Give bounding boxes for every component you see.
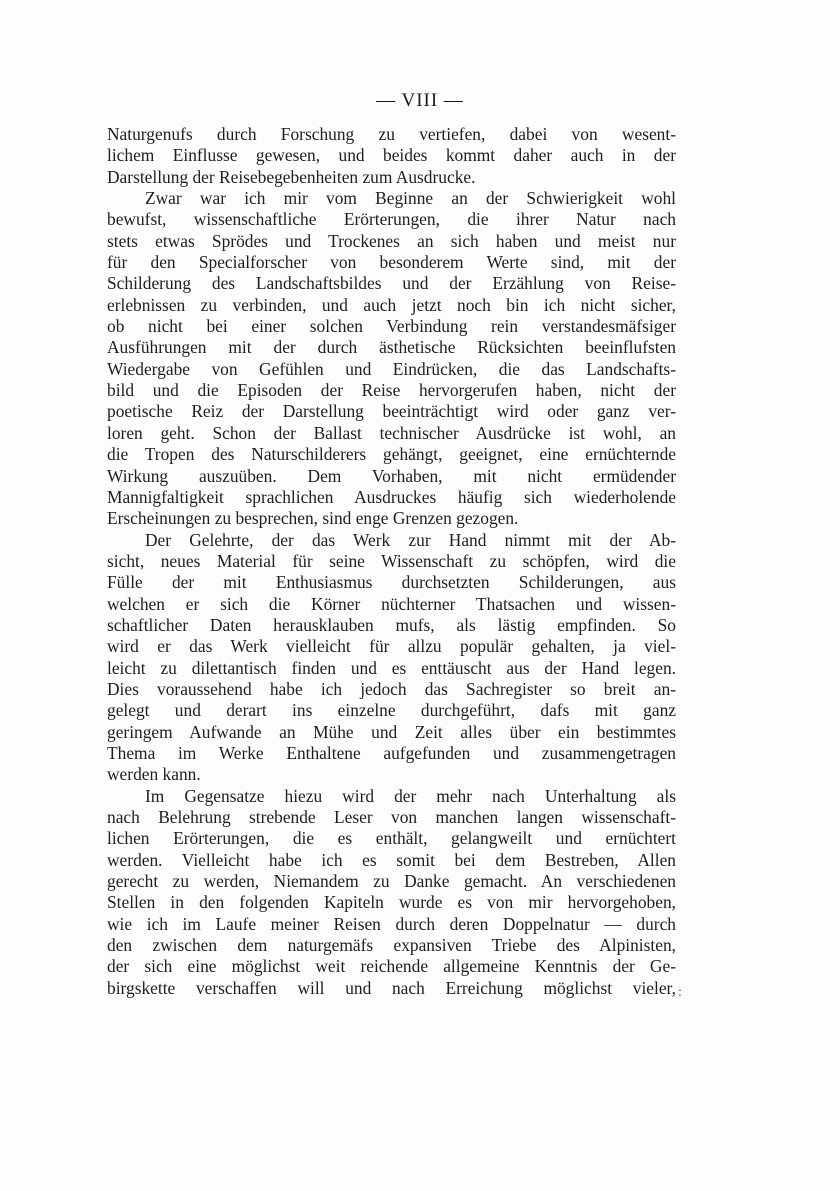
text-line: gelegt und derart ins einzelne durchgeführt, dafs mit ganz [107, 700, 676, 721]
text-line: ob nicht bei einer solchen Verbindung rein verstandesmäfsiger [107, 316, 676, 337]
text-line: Der Gelehrte, der das Werk zur Hand nimmt mit der Ab- [145, 529, 676, 550]
text-line: nach Belehrung strebende Leser von manchen langen wissenschaft- [107, 807, 676, 827]
text-line: erlebnissen zu verbinden, und auch jetzt noch bin ich nicht sicher, [107, 294, 676, 315]
text-line: wird er das Werk vielleicht für allzu populär gehalten, ja viel- [107, 636, 676, 657]
text-line: bild und die Episoden der Reise hervorgerufen haben, nicht der [107, 380, 676, 401]
text-line: sicht, neues Material für seine Wissenschaft zu schöpfen, wird die [107, 550, 676, 571]
text-line: Dies voraussehend habe ich jedoch das Sachregister so breit an- [107, 678, 676, 699]
text-line: Im Gegensatze hiezu wird der mehr nach Unterhaltung als [145, 785, 676, 806]
text-line: geringem Aufwande an Mühe und Zeit alles über ein bestimmtes [107, 721, 676, 742]
text-line: Zwar war ich mir vom Beginne an der Schwierigkeit wohl [145, 188, 676, 209]
text-line: leicht zu dilettantisch finden und es enttäuscht aus der Hand legen. [107, 657, 676, 678]
text-line: Mannigfaltigkeit sprachlichen Ausdruckes häufig sich wiederholende [107, 486, 676, 507]
text-line: Thema im Werke Enthaltene aufgefunden und zusammengetragen [107, 742, 676, 763]
text-line: Erscheinungen zu besprechen, sind enge Grenzen gezogen. [107, 508, 519, 529]
text-line: poetische Reiz der Darstellung beeinträchtigt wird oder ganz ver- [107, 401, 676, 422]
text-line: Ausführungen mit der durch ästhetische Rücksichten beeinflufsten [107, 337, 676, 358]
text-line: Fülle der mit Enthusiasmus durchsetzten Schilderungen, aus [107, 572, 676, 593]
text-line: Stellen in den folgenden Kapiteln wurde es von mir hervorgehoben, [107, 892, 676, 913]
margin-mark: : [678, 985, 682, 1000]
text-line: loren geht. Schon der Ballast technischer Ausdrücke ist wohl, an [107, 422, 676, 443]
text-line: werden kann. [107, 764, 201, 785]
text-line: Schilderung des Landschaftsbildes und der Erzählung von Reise- [107, 273, 676, 294]
body-text [107, 124, 676, 999]
text-line: bewufst, wissenschaftliche Erörterungen, die ihrer Natur nach [107, 209, 676, 230]
text-line: Wiedergabe von Gefühlen und Eindrücken, die das Landschafts- [107, 358, 676, 379]
text-line: Darstellung der Reisebegebenheiten zum Ausdrucke. [107, 166, 476, 187]
text-line: birgskette verschaffen will und nach Erreichung möglichst vieler, [107, 977, 676, 998]
text-line: Wirkung auszuüben. Dem Vorhaben, mit nicht ermüdender [107, 465, 676, 486]
text-line: lichen Erörterungen, die es enthält, gelangweilt und ernüchtert [107, 828, 676, 849]
text-line: gerecht zu werden, Niemandem zu Danke gemacht. An verschiedenen [107, 871, 676, 892]
text-line: lichem Einflusse gewesen, und beides kommt daher auch in der [107, 145, 676, 166]
text-line: für den Specialforscher von besonderem Werte sind, mit der [107, 252, 676, 273]
text-line: schaftlicher Daten herausklauben mufs, als lästig empfinden. So [107, 614, 676, 635]
text-line: werden. Vielleicht habe ich es somit bei dem Bestreben, Allen [107, 849, 676, 870]
text-line: der sich eine möglichst weit reichende allgemeine Kenntnis der Ge- [107, 956, 676, 977]
text-line: den zwischen dem naturgemäfs expansiven Triebe des Alpinisten, [107, 935, 676, 956]
text-line: die Tropen des Naturschilderers gehängt, geeignet, eine ernüchternde [107, 444, 676, 465]
page-number: — VIII — [376, 90, 464, 111]
text-line: stets etwas Sprödes und Trockenes an sich haben und meist nur [107, 230, 676, 251]
text-line: wie ich im Laufe meiner Reisen durch deren Doppelnatur — durch [107, 913, 676, 934]
text-line: welchen er sich die Körner nüchterner Thatsachen und wissen- [107, 593, 676, 614]
text-line: Naturgenufs durch Forschung zu vertiefen, dabei von wesent- [107, 124, 676, 144]
